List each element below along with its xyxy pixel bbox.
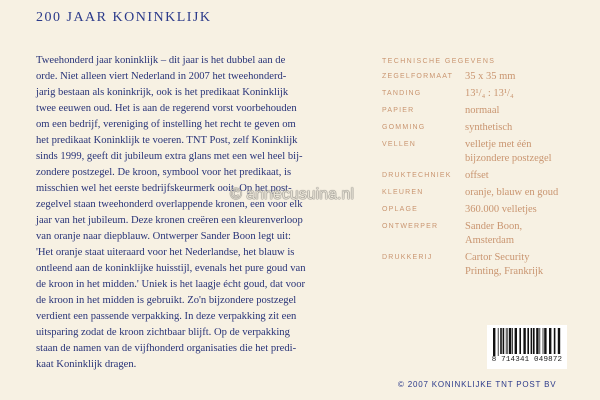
body-line: sinds 1999, geeft dit jubileum extra glans met een wel heel bij- [36,151,303,162]
spec-row [382,104,592,118]
body-line: de kroon in het midden is gebruikt. Zo'n bijzondere postzegel [36,295,297,306]
barcode-bar [531,328,533,354]
specs-table [382,70,592,279]
barcode [487,325,567,369]
barcode-bar [549,328,551,354]
spec-label: PAPIER [382,107,415,114]
body-line: de kroon in het midden.' Uniek is het laagje écht goud, dat voor [36,279,306,290]
spec-value-line: oranje, blauw en goud [465,187,559,198]
barcode-bar [509,328,511,354]
barcode-bar [558,328,560,354]
barcode-bar [507,328,508,354]
body-line: kaat Koninklijk dragen. [36,359,137,370]
body-line: misschien wel het eerste bedrijfskeurmerk ooit. Op het post- [36,183,292,194]
barcode-bar [543,328,544,354]
spec-value-line: bijzondere postzegel [465,153,552,164]
body-line: uitsparing zodat de kroon zichtbaar blijft. Op de verpakking [36,327,290,338]
spec-label: TANDING [382,90,422,97]
body-line: jaar van het jubileum. Deze kronen creëren een kleurenverloop [36,215,303,226]
spec-value [465,138,552,166]
spec-value [465,121,512,135]
spec-row [382,87,592,101]
spec-label: DRUKKERIJ [382,254,433,261]
spec-value [465,203,537,217]
spec-row [382,251,592,279]
spec-row [382,203,592,217]
spec-value-line: velletje met één [465,139,532,150]
body-line: Tweehonderd jaar koninklijk – dit jaar is het dubbel aan de [36,55,286,66]
body-line: zegelvel staan tweehonderd overlappende kronen, een voor elk [36,199,303,210]
body-line: 'Het oranje staat uiteraard voor het Nederlandse, het blauw is [36,247,295,258]
body-line: twee eeuwen oud. Het is aan de regerend vorst voorbehouden [36,103,297,114]
spec-label: KLEUREN [382,189,424,196]
copyright-footer: © 2007 KONINKLIJKE TNT POST BV [398,380,557,389]
spec-value-line: Amsterdam [465,235,514,246]
body-line: orde. Niet alleen viert Nederland in 2007 het tweehonderd- [36,71,287,82]
barcode-bar [544,328,546,354]
barcode-bar [539,328,540,354]
spec-label: VELLEN [382,141,417,148]
body-line: om een bedrijf, vereniging of instelling het recht te geven om [36,119,296,130]
barcode-bar [519,328,521,354]
barcode-bar [536,328,538,354]
body-line: zondere postzegel. De kroon, symbool voor het predikaat, is [36,167,292,178]
spec-value-line: 13¹/₄ : 13¹/₄ [465,88,514,99]
barcode-bar [554,328,556,354]
barcode-bar [498,328,499,356]
barcode-bar [493,328,495,356]
spec-label: GOMMING [382,124,426,131]
body-text [36,53,332,373]
body-line: jarig bestaan als koninkrijk, ook is het predikaat Koninklijk [36,87,289,98]
spec-label: ONTWERPER [382,223,439,230]
spec-value-line: offset [465,170,489,181]
spec-value-line: 360.000 velletjes [465,204,537,215]
spec-value-line: Printing, Frankrijk [465,266,544,277]
spec-value [465,220,522,248]
spec-row [382,220,592,248]
spec-value [465,70,515,84]
spec-value-line: normaal [465,105,500,116]
page-title: 200 JAAR KONINKLIJK [36,10,212,25]
body-line: staan de namen van de vijfhonderd organisaties die het predi- [36,343,297,354]
spec-row [382,169,592,183]
technical-specs [382,53,592,282]
body-line: ontleend aan de koninklijke huisstijl, evenals het pure goud van [36,263,306,274]
spec-row [382,138,592,166]
barcode-digits: 8 714341 049872 [491,356,563,364]
barcode-bar [506,328,507,354]
spec-value [465,169,489,183]
spec-value-line: Cartor Security [465,252,530,263]
barcode-bar [533,328,535,354]
spec-row [382,70,592,84]
barcode-bar [500,328,502,354]
barcode-bar [523,328,525,354]
spec-label: DRUKTECHNIEK [382,172,452,179]
spec-value-line: Sander Boon, [465,221,523,232]
spec-value [465,251,543,279]
spec-value-line: 35 x 35 mm [465,71,516,82]
spec-label: OPLAGE [382,206,418,213]
spec-value [465,87,514,101]
specs-heading: TECHNISCHE GEGEVENS [382,58,496,65]
spec-value [465,104,499,118]
barcode-bars [493,328,561,356]
barcode-bar [512,328,513,354]
spec-label: ZEGELFORMAAT [382,73,454,80]
watermark: © annecusuina.nl [230,186,354,203]
spec-value [465,186,558,200]
barcode-bar [515,328,517,354]
body-line: van oranje naar diepblauw. Ontwerper Sander Boon legt uit: [36,231,291,242]
spec-value-line: synthetisch [465,122,513,133]
body-line: het predikaat Koninklijk te voeren. TNT Post, zelf Koninklijk [36,135,298,146]
barcode-bar [527,328,529,354]
body-line: verdient een passende verpakking. In deze verpakking zit een [36,311,297,322]
spec-row [382,186,592,200]
spec-row [382,121,592,135]
barcode-bar [503,328,505,354]
